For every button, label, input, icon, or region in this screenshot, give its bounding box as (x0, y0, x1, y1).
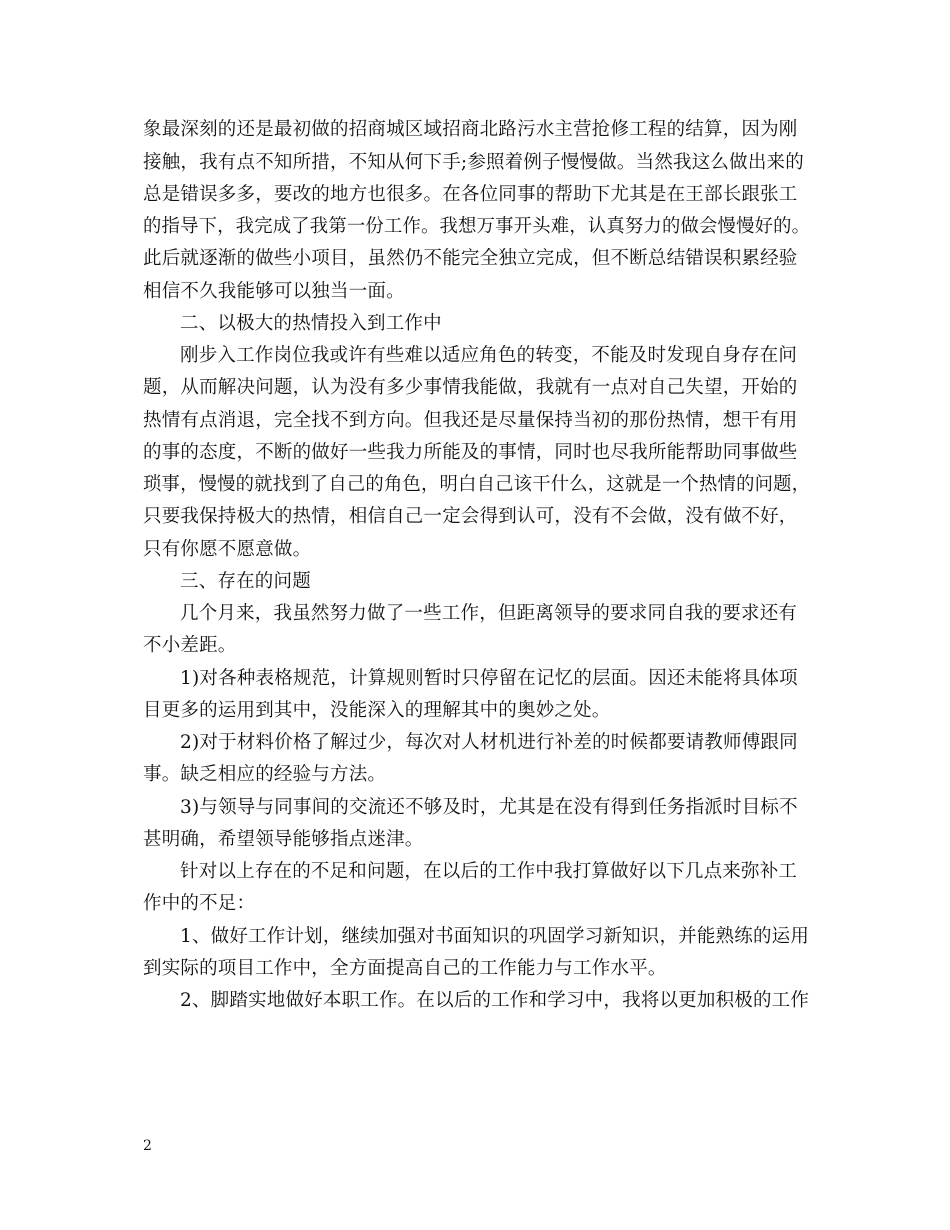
text-line: 热情有点消退，完全找不到方向。但我还是尽量保持当初的那份热情，想干有用 (143, 410, 798, 431)
text-line: 琐事，慢慢的就找到了自己的角色，明白自己该干什么，这就是一个热情的问题， (143, 474, 811, 495)
text-line: 相信不久我能够可以独当一面。 (143, 281, 405, 302)
text-line: 目更多的运用到其中，没能深入的理解其中的奥妙之处。 (143, 700, 611, 721)
text-line: 几个月来，我虽然努力做了一些工作，但距离领导的要求同自我的要求还有 (180, 603, 798, 624)
text-line: 到实际的项目工作中，全方面提高自己的工作能力与工作水平。 (143, 958, 667, 979)
text-line: 的指导下，我完成了我第一份工作。我想万事开头难，认真努力的做会慢慢好的。 (143, 216, 811, 237)
text-line: 只有你愿不愿意做。 (143, 539, 312, 560)
page-number: 2 (143, 1138, 152, 1154)
text-line: 作中的不足： (143, 893, 256, 914)
text-line: 不小差距。 (143, 635, 237, 656)
text-line: 2、脚踏实地做好本职工作。在以后的工作和学习中，我将以更加积极的工作 (180, 990, 810, 1011)
text-line: 1)对各种表格规范，计算规则暂时只停留在记忆的层面。因还未能将具体项 (180, 668, 798, 689)
text-line: 甚明确，希望领导能够指点迷津。 (143, 829, 424, 850)
text-line: 1、做好工作计划，继续加强对书面知识的巩固学习新知识，并能熟练的运用 (180, 926, 810, 947)
text-line: 刚步入工作岗位我或许有些难以适应角色的转变，不能及时发现自身存在问 (180, 345, 798, 366)
text-line: 只要我保持极大的热情，相信自己一定会得到认可，没有不会做，没有做不好， (143, 506, 798, 527)
text-line: 接触，我有点不知所措，不知从何下手;参照着例子慢慢做。当然我这么做出来的 (143, 152, 804, 173)
section-heading: 三、存在的问题 (180, 571, 311, 592)
text-line: 题，从而解决问题，认为没有多少事情我能做，我就有一点对自己失望，开始的 (143, 377, 798, 398)
text-line: 象最深刻的还是最初做的招商城区域招商北路污水主营抢修工程的结算，因为刚 (143, 119, 798, 140)
text-line: 2)对于材料价格了解过少，每次对人材机进行补差的时候都要请教师傅跟同 (180, 732, 798, 753)
text-line: 的事的态度，不断的做好一些我力所能及的事情，同时也尽我所能帮助同事做些 (143, 442, 798, 463)
section-heading: 二、以极大的热情投入到工作中 (180, 313, 442, 334)
text-line: 3)与领导与同事间的交流还不够及时，尤其是在没有得到任务指派时目标不 (180, 797, 798, 818)
text-line: 针对以上存在的不足和问题，在以后的工作中我打算做好以下几点来弥补工 (180, 861, 798, 882)
text-line: 事。缺乏相应的经验与方法。 (143, 764, 387, 785)
text-line: 此后就逐渐的做些小项目，虽然仍不能完全独立完成，但不断总结错误积累经验 (143, 248, 798, 269)
text-line: 总是错误多多，要改的地方也很多。在各位同事的帮助下尤其是在王部长跟张工 (143, 184, 798, 205)
